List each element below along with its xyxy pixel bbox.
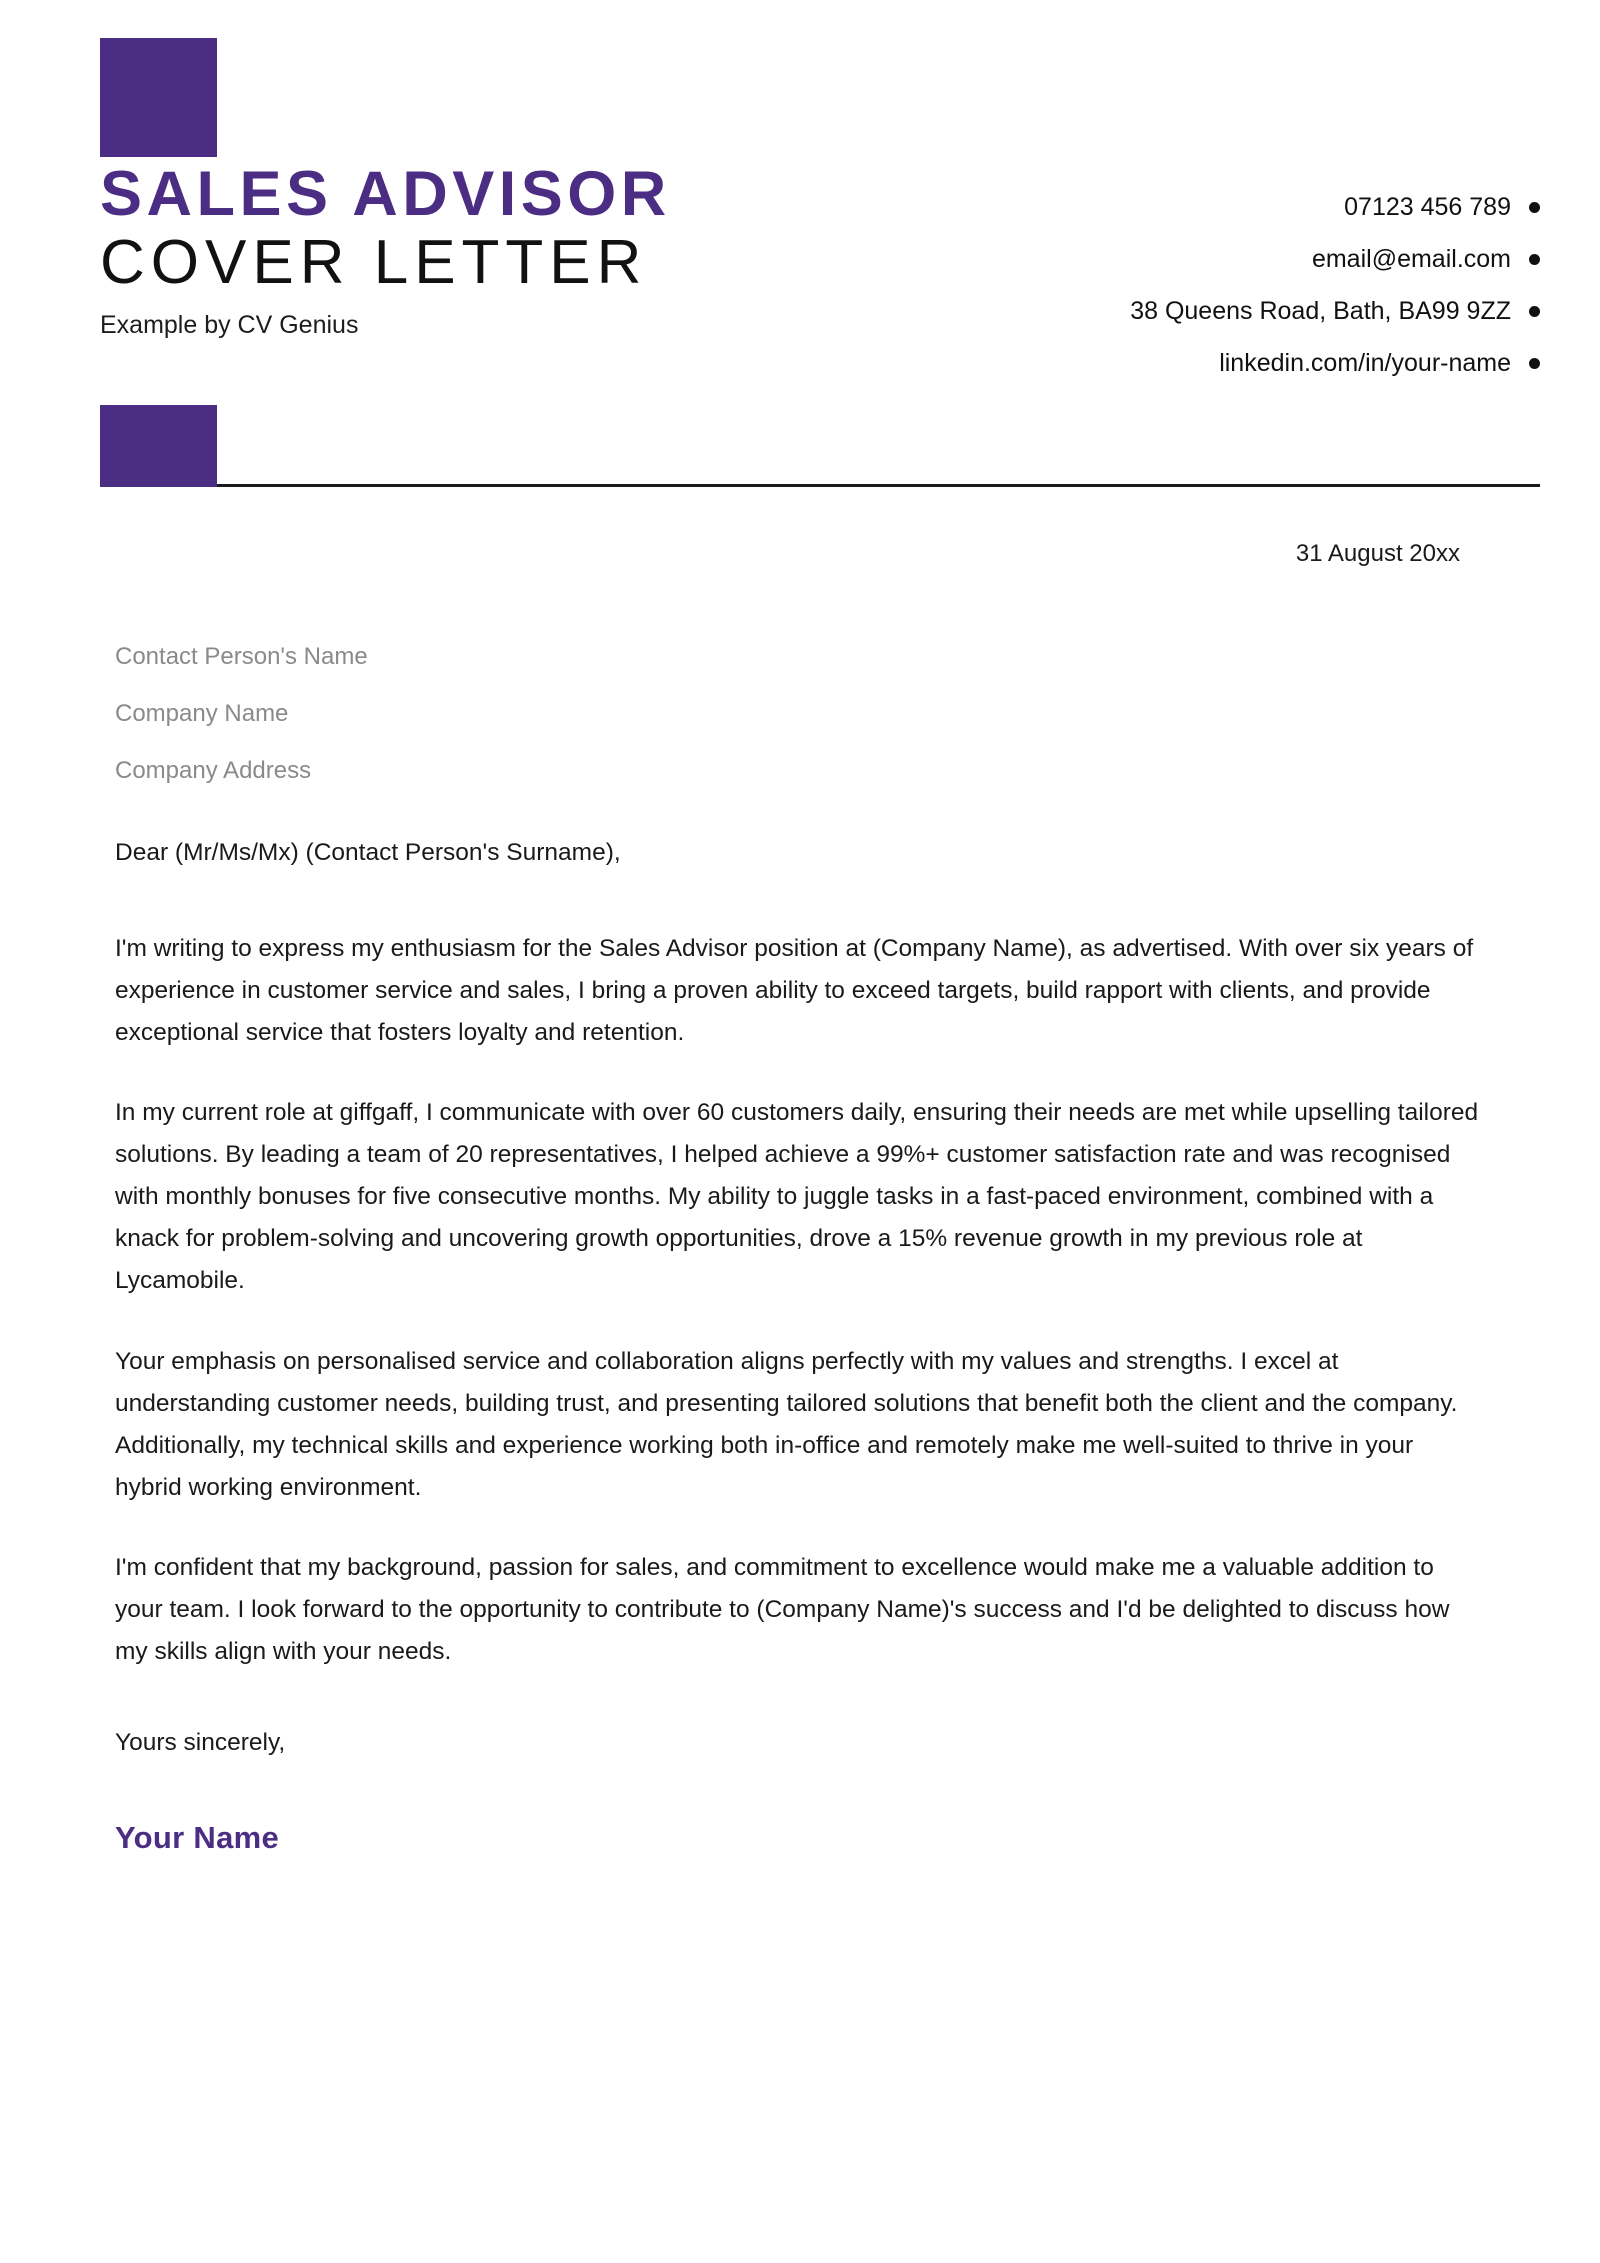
letter-body xyxy=(115,540,1485,1853)
recipient-company-name: Company Name xyxy=(115,700,289,727)
title-group xyxy=(100,159,671,340)
salutation: Dear (Mr/Ms/Mx) (Contact Person's Surname), xyxy=(115,839,621,866)
contact-linkedin-text: linkedin.com/in/your-name xyxy=(1219,349,1511,377)
contact-address-text: 38 Queens Road, Bath, BA99 9ZZ xyxy=(1130,297,1511,325)
body-paragraph-1: I'm writing to express my enthusiasm for the Sales Advisor position at (Company Name), as advertised. With over six years of experience in customer service and sales, I bring a proven ability to exceed targets, build rapport with clients, and provide exceptional service that fosters loyalty and retention. xyxy=(115,934,1474,1046)
contact-details-list xyxy=(1000,195,1540,376)
byline: Example by CV Genius xyxy=(100,311,359,340)
letter-date: 31 August 20xx xyxy=(1295,540,1460,567)
bullet-icon xyxy=(1529,306,1540,317)
body-paragraph-2: In my current role at giffgaff, I communicate with over 60 customers daily, ensuring their needs are met while upselling tailored solutions. By leading a team of 20 representatives, I helped achieve a 99%+ customer satisfaction rate and was recognised with monthly bonuses for five consecutive months. My ability to juggle tasks in a fast-paced environment, combined with a knack for problem-solving and uncovering growth opportunities, drove a 15% revenue growth in my previous role at Lycamobile. xyxy=(115,1098,1479,1295)
signature-name: Your Name xyxy=(115,1819,280,1855)
bullet-icon xyxy=(1529,254,1540,265)
accent-block-bottom xyxy=(100,405,217,487)
header-divider-rule xyxy=(217,484,1540,487)
recipient-block xyxy=(115,645,1485,783)
job-title: SALES ADVISOR xyxy=(100,159,671,229)
body-paragraph-4: I'm confident that my background, passion for sales, and commitment to excellence would make me a valuable addition to your team. I look forward to the opportunity to contribute to (Company Name)'s success and I'd be delighted to discuss how my skills align with your needs. xyxy=(115,1554,1450,1666)
contact-item-email xyxy=(1000,247,1540,272)
bullet-icon xyxy=(1529,358,1540,369)
bullet-icon xyxy=(1529,202,1540,213)
contact-item-linkedin xyxy=(1000,351,1540,376)
recipient-company-address: Company Address xyxy=(115,757,312,784)
contact-email-text: email@email.com xyxy=(1311,245,1511,273)
contact-phone-text: 07123 456 789 xyxy=(1344,193,1511,221)
document-type-title: COVER LETTER xyxy=(100,228,648,297)
recipient-contact-name: Contact Person's Name xyxy=(115,643,368,670)
closing-salutation: Yours sincerely, xyxy=(115,1729,286,1757)
contact-item-phone xyxy=(1000,195,1540,220)
contact-item-address xyxy=(1000,299,1540,324)
body-paragraph-3: Your emphasis on personalised service and collaboration aligns perfectly with my values and strengths. I excel at understanding customer needs, building trust, and presenting tailored solutions that benefit both the client and the company. Additionally, my technical skills and experience working both in-office and remotely make me well-suited to thrive in your hybrid working environment. xyxy=(115,1347,1458,1501)
accent-block-top xyxy=(100,38,217,157)
letter-header xyxy=(0,0,1600,500)
